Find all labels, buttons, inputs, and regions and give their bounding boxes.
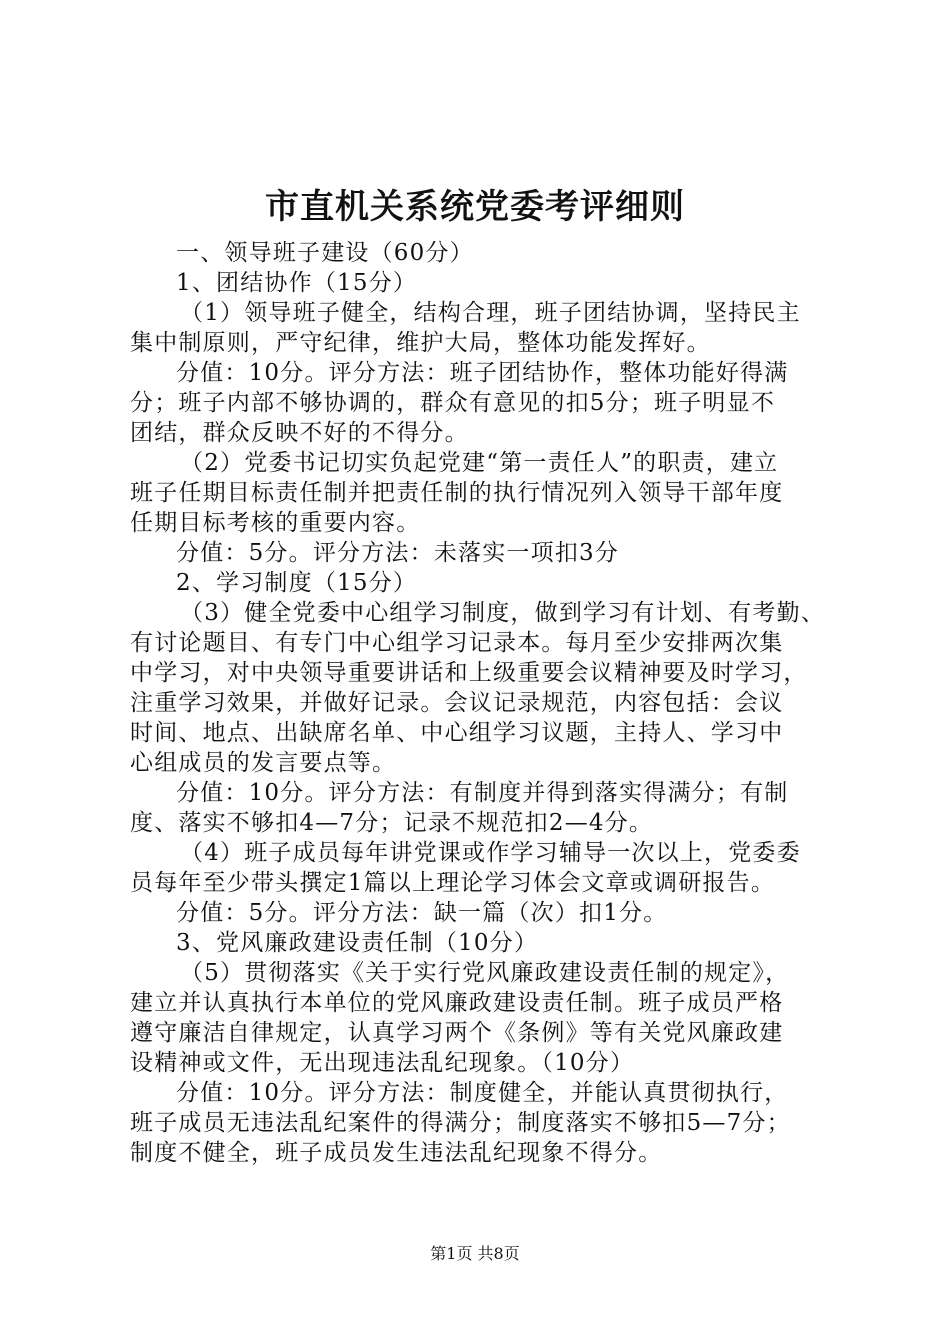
text-line: 分值：10分。评分方法：有制度并得到落实得满分；有制 bbox=[176, 780, 789, 806]
text-line: 分值：5分。评分方法：未落实一项扣3分 bbox=[176, 540, 620, 566]
text-line: 中学习，对中央领导重要讲话和上级重要会议精神要及时学习， bbox=[130, 660, 808, 686]
text-line: 遵守廉洁自律规定，认真学习两个《条例》等有关党风廉政建 bbox=[130, 1020, 784, 1046]
text-line: 一、领导班子建设（60分） bbox=[176, 240, 474, 266]
text-line: （2）党委书记切实负起党建“第一责任人”的职责，建立 bbox=[180, 450, 779, 476]
text-line: 建立并认真执行本单位的党风廉政建设责任制。班子成员严格 bbox=[130, 990, 784, 1016]
text-line: 团结，群众反映不好的不得分。 bbox=[130, 420, 469, 446]
page-footer: 第1页 共8页 bbox=[430, 1244, 520, 1263]
text-line: 集中制原则，严守纪律，维护大局，整体功能发挥好。 bbox=[130, 330, 711, 356]
document-title: 市直机关系统党委考评细则 bbox=[265, 187, 685, 227]
text-line: 制度不健全，班子成员发生违法乱纪现象不得分。 bbox=[130, 1140, 663, 1166]
text-line: （3）健全党委中心组学习制度，做到学习有计划、有考勤、 bbox=[180, 600, 826, 626]
text-line: 时间、地点、出缺席名单、中心组学习议题，主持人、学习中 bbox=[130, 720, 784, 746]
text-line: 设精神或文件，无出现违法乱纪现象。（10分） bbox=[130, 1050, 635, 1076]
text-line: 注重学习效果，并做好记录。会议记录规范，内容包括：会议 bbox=[130, 690, 784, 716]
text-line: 分值：5分。评分方法：缺一篇（次）扣1分。 bbox=[176, 900, 668, 926]
text-line: 度、落实不够扣4—7分；记录不规范扣2—4分。 bbox=[130, 810, 654, 836]
text-line: （4）班子成员每年讲党课或作学习辅导一次以上，党委委 bbox=[180, 840, 801, 866]
text-line: 2、学习制度（15分） bbox=[176, 570, 418, 596]
text-line: 班子任期目标责任制并把责任制的执行情况列入领导干部年度 bbox=[130, 480, 784, 506]
text-line: 3、党风廉政建设责任制（10分） bbox=[176, 930, 539, 956]
text-line: 分；班子内部不够协调的，群众有意见的扣5分；班子明显不 bbox=[130, 390, 776, 416]
text-line: 1、团结协作（15分） bbox=[176, 270, 418, 296]
text-line: 分值：10分。评分方法：班子团结协作，整体功能好得满 bbox=[176, 360, 789, 386]
text-line: （5）贯彻落实《关于实行党风廉政建设责任制的规定》， bbox=[180, 960, 790, 986]
text-line: 分值：10分。评分方法：制度健全，并能认真贯彻执行， bbox=[176, 1080, 789, 1106]
text-line: （1）领导班子健全，结构合理，班子团结协调，坚持民主 bbox=[180, 300, 801, 326]
text-line: 员每年至少带头撰定1篇以上理论学习体会文章或调研报告。 bbox=[130, 870, 776, 896]
text-line: 班子成员无违法乱纪案件的得满分；制度落实不够扣5—7分； bbox=[130, 1110, 791, 1136]
text-line: 有讨论题目、有专门中心组学习记录本。每月至少安排两次集 bbox=[130, 630, 784, 656]
text-line: 心组成员的发言要点等。 bbox=[130, 750, 397, 776]
text-line: 任期目标考核的重要内容。 bbox=[130, 510, 421, 536]
document-body bbox=[130, 238, 830, 1168]
